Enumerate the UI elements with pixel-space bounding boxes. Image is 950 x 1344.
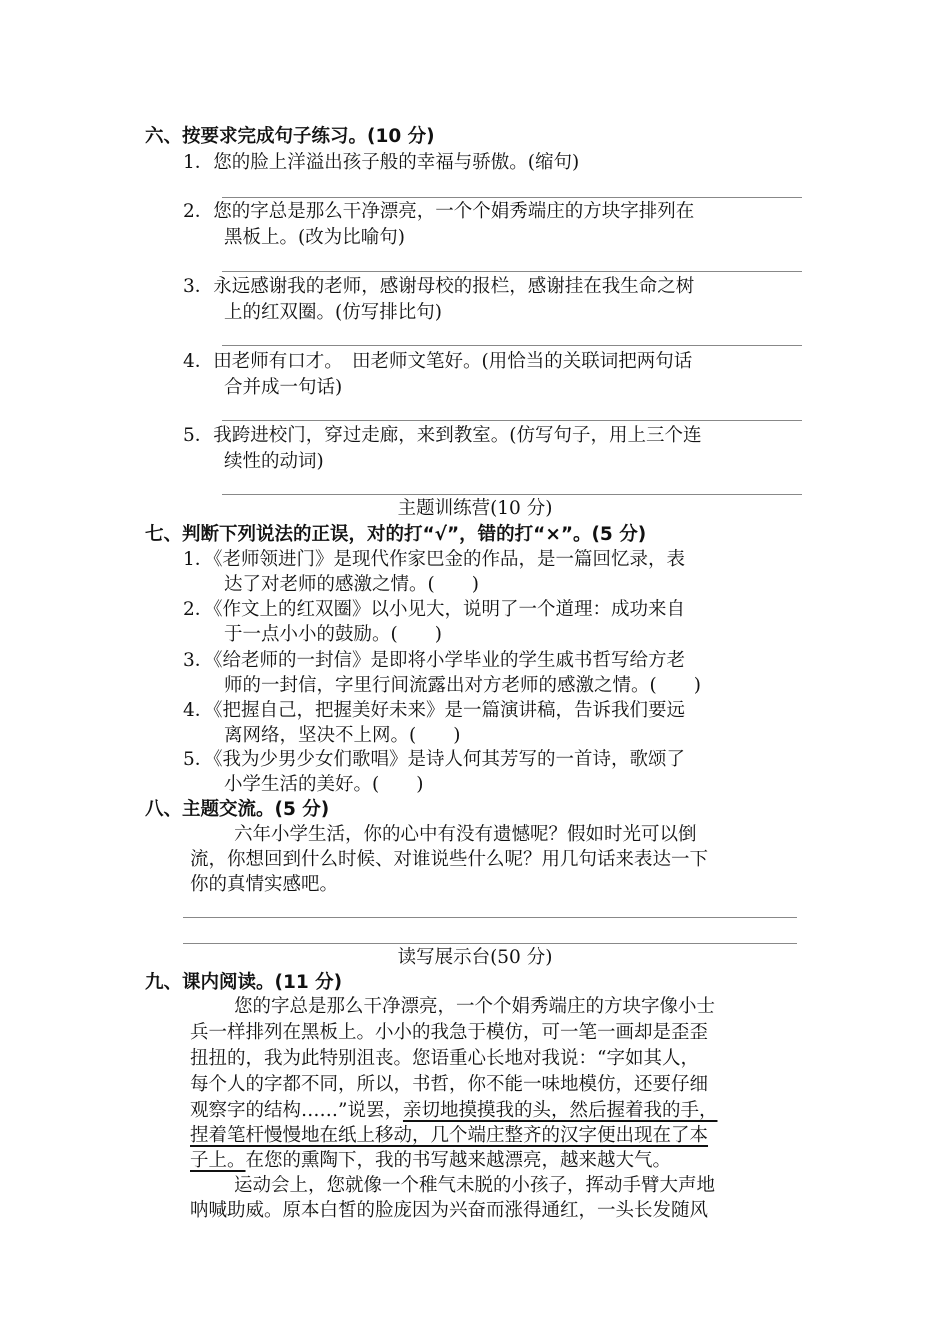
- s6-answer-line-1[interactable]: [222, 197, 802, 198]
- s7-item5-line1: 5．《我为少男少女们歌唱》是诗人何其芳写的一首诗，歌颂了: [183, 749, 686, 770]
- s9-p1-line5-plain: 观察字的结构……”说罢，: [190, 1100, 403, 1121]
- s9-p1-line1: 您的字总是那么干净漂亮，一个个娟秀端庄的方块字像小士: [234, 996, 716, 1017]
- s8-prompt-line1: 六年小学生活，你的心中有没有遗憾呢？假如时光可以倒: [234, 824, 697, 845]
- s8-answer-line-1[interactable]: [183, 917, 797, 918]
- s6-item2-line2: 黑板上。(改为比喻句): [224, 227, 405, 248]
- section7-heading: 七、判断下列说法的正误，对的打“√”，错的打“×”。(5 分): [145, 524, 647, 545]
- s6-answer-line-2[interactable]: [222, 271, 802, 272]
- s9-p1-line7-plain: 在您的熏陶下，我的书写越来越漂亮，越来越大气。: [245, 1150, 672, 1171]
- s6-answer-line-3[interactable]: [222, 345, 802, 346]
- s6-item1-line1: 1．您的脸上洋溢出孩子般的幸福与骄傲。(缩句): [183, 152, 580, 173]
- s6-answer-line-4[interactable]: [222, 420, 802, 421]
- banner-theme-training: 主题训练营(10 分): [397, 498, 553, 519]
- section9-heading: 九、课内阅读。(11 分): [145, 972, 343, 993]
- s6-item4-line1: 4．田老师有口才。 田老师文笔好。(用恰当的关联词把两句话: [183, 351, 693, 372]
- section6-heading: 六、按要求完成句子练习。(10 分): [145, 126, 435, 147]
- s7-item1-line1: 1．《老师领进门》是现代作家巴金的作品，是一篇回忆录，表: [183, 549, 686, 570]
- section8-heading: 八、主题交流。(5 分): [145, 799, 330, 820]
- s9-p1-line4: 每个人的字都不同，所以，书哲，你不能一味地模仿，还要仔细: [190, 1074, 709, 1095]
- s6-item2-line1: 2．您的字总是那么干净漂亮，一个个娟秀端庄的方块字排列在: [183, 201, 695, 222]
- s8-answer-line-2[interactable]: [183, 943, 797, 944]
- s7-item2-line1: 2．《作文上的红双圈》以小见大，说明了一个道理：成功来自: [183, 599, 686, 620]
- s8-prompt-line3: 你的真情实感吧。: [190, 874, 339, 895]
- s6-item5-line2: 续性的动词): [224, 451, 324, 472]
- s9-underlined-sentence-part2: 捏着笔杆慢慢地在纸上移动，几个端庄整齐的汉字便出现在了本: [190, 1125, 709, 1146]
- s7-item4-line2: 离网络，坚决不上网。( ): [224, 725, 461, 746]
- s9-underlined-sentence-part1: 亲切地摸摸我的头，然后握着我的手，: [402, 1100, 718, 1121]
- s7-item3-line1: 3．《给老师的一封信》是即将小学毕业的学生戚书哲写给方老: [183, 650, 686, 671]
- s7-item5-line2: 小学生活的美好。( ): [224, 774, 424, 795]
- s7-item1-line2: 达了对老师的感激之情。( ): [224, 574, 479, 595]
- s7-item2-line2: 于一点小小的鼓励。( ): [224, 624, 442, 645]
- s9-p1-line2: 兵一样排列在黑板上。小小的我急于模仿，可一笔一画却是歪歪: [190, 1022, 709, 1043]
- s6-item3-line1: 3．永远感谢我的老师，感谢母校的报栏，感谢挂在我生命之树: [183, 276, 695, 297]
- s9-p2-line2: 呐喊助威。原本白皙的脸庞因为兴奋而涨得通红，一头长发随风: [190, 1200, 709, 1221]
- s9-p1-line5: [190, 1099, 717, 1123]
- s6-item5-line1: 5．我跨进校门，穿过走廊，来到教室。(仿写句子，用上三个连: [183, 425, 702, 446]
- s6-answer-line-5[interactable]: [222, 494, 802, 495]
- s8-prompt-line2: 流，你想回到什么时候、对谁说些什么呢？用几句话来表达一下: [190, 849, 709, 870]
- s9-underlined-sentence-part3: 子上。: [190, 1150, 246, 1171]
- s7-item3-line2: 师的一封信，字里行间流露出对方老师的感激之情。( ): [224, 675, 701, 696]
- s6-item3-line2: 上的红双圈。(仿写排比句): [224, 302, 442, 323]
- s6-item4-line2: 合并成一句话): [224, 377, 343, 398]
- s9-p2-line1: 运动会上，您就像一个稚气未脱的小孩子，挥动手臂大声地: [234, 1175, 716, 1196]
- s7-item4-line1: 4．《把握自己，把握美好未来》是一篇演讲稿，告诉我们要远: [183, 700, 686, 721]
- banner-reading-writing: 读写展示台(50 分): [397, 947, 553, 968]
- s9-p1-line3: 扭扭的，我为此特别沮丧。您语重心长地对我说：“字如其人，: [190, 1048, 699, 1069]
- s9-p1-line7: [190, 1149, 671, 1173]
